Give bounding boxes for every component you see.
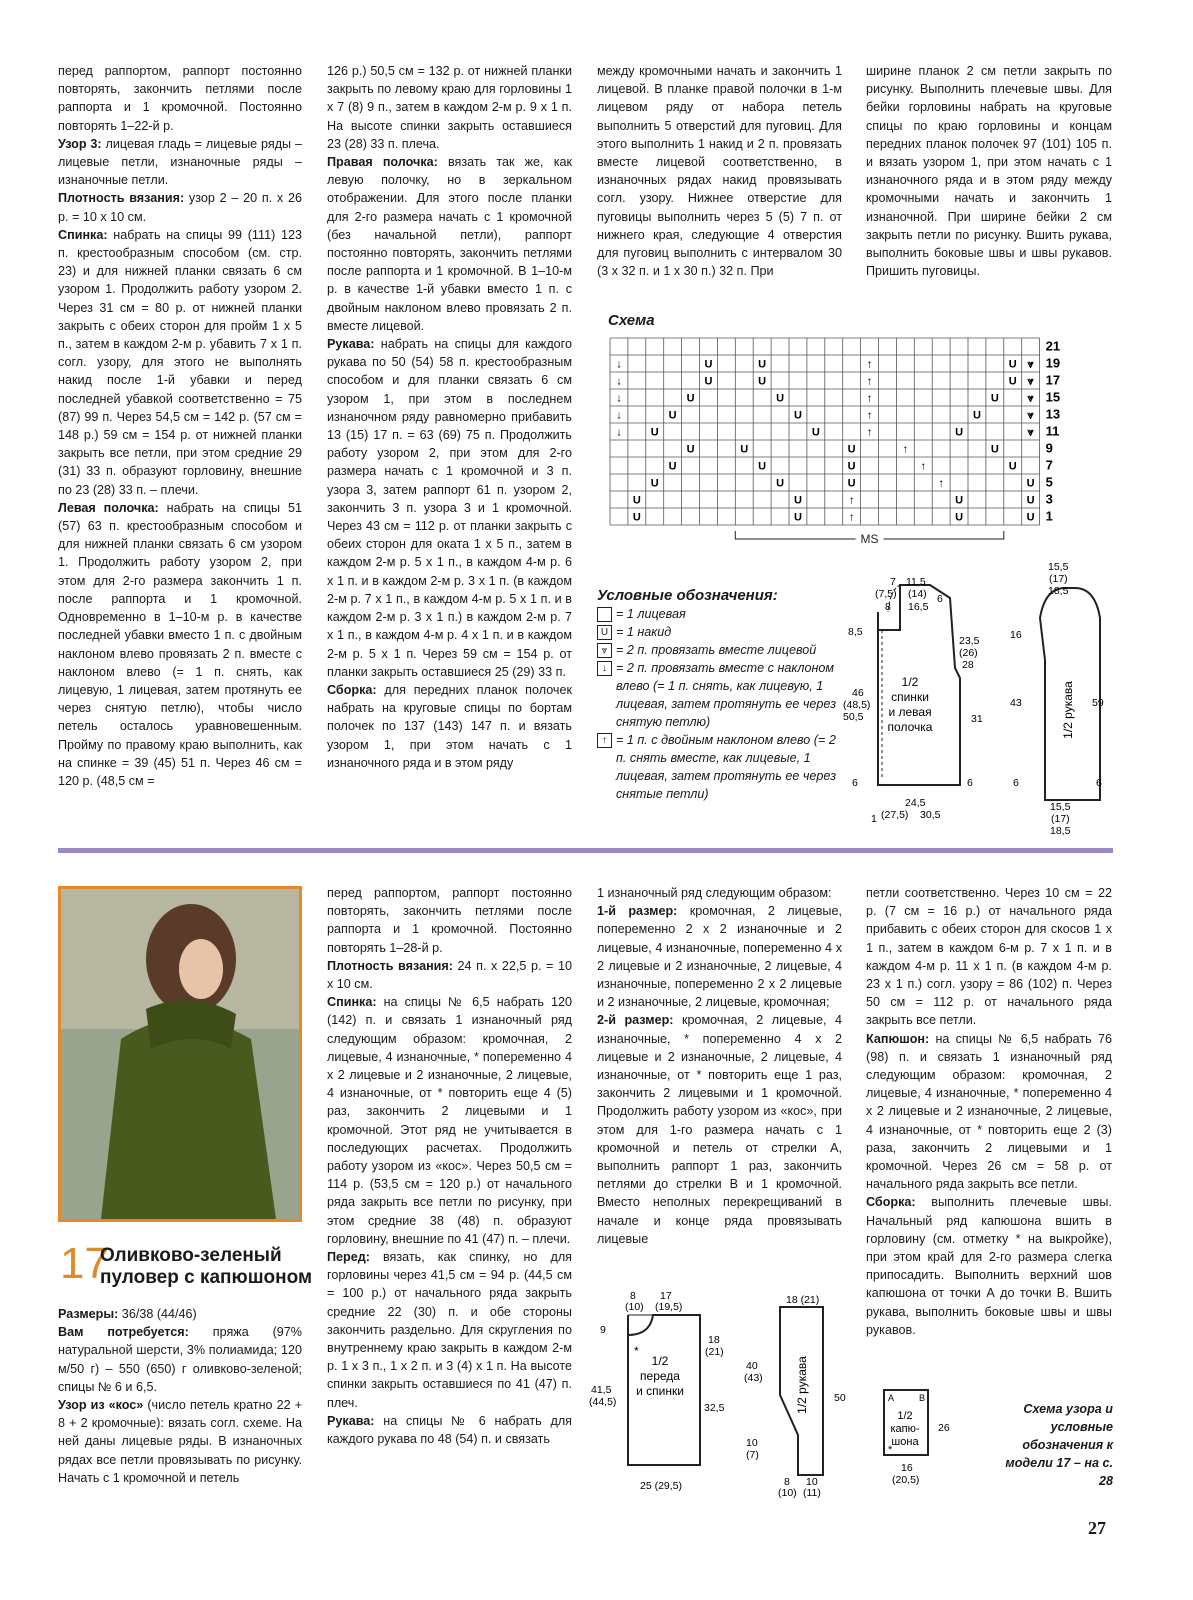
schematic-sleeve-label: 1/2 рукава	[795, 1356, 809, 1414]
knit-symbol-icon	[597, 607, 612, 622]
chart-stitch-symbol: U	[1026, 511, 1035, 524]
svg-text:6: 6	[1096, 777, 1102, 789]
top-column-1	[58, 62, 302, 790]
svg-text:15,5: 15,5	[1050, 801, 1071, 813]
svg-text:капю-: капю-	[890, 1423, 920, 1435]
paragraph-heading: Спинка:	[327, 995, 377, 1010]
paragraph: Плотность вязания: 24 п. х 22,5 р. = 10 х 10 см.	[327, 958, 572, 992]
chart-stitch-symbol: U	[955, 494, 964, 507]
knitting-chart	[600, 330, 1070, 550]
paragraph-heading: Спинка:	[58, 227, 108, 242]
svg-text:18 (21): 18 (21)	[786, 1294, 820, 1306]
chart-stitch-symbol: ↓	[616, 409, 622, 422]
chart-stitch-symbol: U	[847, 460, 856, 473]
svg-text:(48,5): (48,5)	[843, 699, 871, 711]
double-decrease-symbol-icon: ↑	[597, 733, 612, 748]
chart-row-number: 21	[1045, 338, 1061, 354]
chart-stitch-symbol: U	[758, 375, 767, 388]
legend-item: ↑ = 1 п. с двойным наклоном влево (= 2 п. снять вместе, как лицевые, 1 лицевая, затем протянуть ее через снятые петли)	[597, 731, 837, 803]
svg-text:8: 8	[630, 1290, 636, 1302]
chart-stitch-symbol: ↑	[902, 443, 909, 456]
chart-stitch-symbol: ⩔	[1027, 426, 1034, 439]
body-outline	[878, 585, 960, 785]
svg-text:7: 7	[890, 576, 896, 588]
paragraph: Узор 3: лицевая гладь = лицевые ряды – лицевые петли, изнаночные ряды – изнаночные петли.	[58, 136, 302, 188]
paragraph-heading: Правая полочка:	[327, 155, 438, 170]
paragraph: Размеры: 36/38 (44/46)	[58, 1307, 197, 1321]
chart-stitch-symbol: U	[686, 392, 695, 405]
svg-text:(17): (17)	[1051, 813, 1070, 825]
chart-stitch-symbol: U	[1008, 375, 1017, 388]
ssk-symbol-icon: ↓	[597, 661, 612, 676]
svg-text:32,5: 32,5	[704, 1402, 725, 1414]
svg-text:18,5: 18,5	[1050, 825, 1071, 837]
chart-stitch-symbol: U	[955, 511, 964, 524]
svg-text:23,5: 23,5	[959, 635, 980, 647]
paragraph: Сборка: выполнить плечевые швы. Начальный ряд капюшона вшить в горловину (см. отметку * на выкройке), при этом край для 2-го размера слегка припосадить. Выполнить верхний шов капюшона от точки А до точки В. Вшить рукава, выполнить боковые швы и швы рукавов.	[866, 1195, 1112, 1337]
legend-title: Условные обозначения:	[597, 587, 778, 604]
paragraph: 2-й размер: кромочная, 2 лицевые, 4 изнаночные, * попеременно 4 х 2 лицевые и 2 изнаночные, 2 лицевые, 4 изнаночные, от * повторить еще 1 раз, закончить 2 лицевыми и 1 кромочной. Продолжить работу узором из «кос», при этом для 1-го размера начать с 1 кромочной и петель от стрелки А, выполнить раппорт 1 раз, закончить петлями до стрелки В и 1 кромочной. Вместо неполных перекрещиваний в начале и конце ряда провязывать лицевые	[597, 1013, 842, 1246]
svg-text:26: 26	[938, 1422, 950, 1434]
top-column-4-text: ширине планок 2 см петли закрыть по рисунку. Выполнить плечевые швы. Для бейки горловины набрать на круговые спицы по краю горловины и концам передних планок полочек 97 (101) 105 п. и вязать узором 1, при этом начать с 1 изнаночного ряда и в этом ряду между кромочными начать и закончить 1 изнаночной. При ширине бейки 2 см закрыть петли по рисунку. Вшить рукава, выполнить боковые швы и швы рукавов. Пришить пуговицы.	[866, 64, 1112, 279]
chart-stitch-symbol: U	[1026, 477, 1035, 490]
svg-text:A: A	[888, 1393, 895, 1403]
chart-stitch-symbol: U	[793, 409, 802, 422]
svg-text:6: 6	[937, 593, 943, 605]
schematic-bottom	[588, 1285, 963, 1500]
svg-text:16: 16	[901, 1462, 913, 1474]
svg-text:B: B	[919, 1393, 926, 1403]
svg-text:спинки: спинки	[891, 690, 929, 704]
svg-text:(7): (7)	[746, 1449, 759, 1461]
svg-text:28: 28	[962, 659, 974, 671]
chart-stitch-symbol: U	[632, 511, 641, 524]
schematic-sleeve-label: 1/2 рукава	[1061, 681, 1075, 739]
svg-text:(17): (17)	[1049, 573, 1068, 585]
paragraph-heading: Плотность вязания:	[58, 191, 185, 206]
schematic-front-label: 1/2	[651, 1354, 669, 1368]
chart-stitch-symbol: ↑	[848, 511, 855, 524]
paragraph-heading: Рукава:	[327, 337, 375, 352]
svg-text:6: 6	[967, 777, 973, 789]
paragraph-heading: Плотность вязания:	[327, 958, 453, 973]
svg-text:15,5: 15,5	[1048, 561, 1069, 573]
svg-text:(26): (26)	[959, 647, 978, 659]
legend-item: U = 1 накид	[597, 623, 837, 641]
chart-stitch-symbol: U	[650, 426, 659, 439]
svg-text:полочка: полочка	[887, 720, 933, 734]
paragraph: Рукава: набрать на спицы для каждого рукава по 50 (54) 58 п. крестообразным способом и для планки связать 6 см узором 1, при этом в последнем изнаночном ряду равномерно прибавить 13 (15) 17 п. = 63 (69) 75 п. Продолжить работу узором 2, при этом для 2-го размера начать с 1 кромочной и 3 п. узора 3, затем раппорт 61 п. узором 2, закончить 3 п. узора 3 и 1 кромочной. Через 43 см = 112 р. от планки закрыть с обеих сторон для оката 1 х 5 п., затем в каждом 2-м р. 5 х 1 п., в каждом 4-м р. 6 х 1 п. и в каждом 2-м р. 3 х 1 п. (в каждом 2-м р. 7 х 1 п., в каждом 4-м р. 5 х 1 п. и в каждом 2-м р. 3 х 1 п.) в каждом 2-м р. 7 х 1 п., в каждом 4-м р. 4 х 1 п. и в каждом 2-м р. 5 х 1 п. Через 59 см = 154 р. от планки закрыть оставшиеся 25 (29) 33 п.	[327, 337, 572, 679]
chart-stitch-symbol: ↓	[616, 358, 622, 371]
svg-text:40: 40	[746, 1360, 758, 1372]
schematic-hood-label: 1/2	[897, 1410, 913, 1422]
chart-stitch-symbol: ↓	[616, 375, 622, 388]
chart-stitch-symbol: U	[632, 494, 641, 507]
chart-stitch-symbol: ↑	[920, 460, 926, 473]
page-number: 27	[1088, 1518, 1106, 1538]
chart-stitch-symbol: ↑	[866, 358, 873, 371]
chart-title: Схема	[608, 312, 655, 329]
k2tog-symbol-icon: ⩔	[597, 643, 612, 658]
chart-stitch-symbol: U	[847, 443, 856, 456]
svg-text:9: 9	[600, 1324, 606, 1336]
section-separator	[58, 848, 1113, 853]
bottom-column-1	[58, 1305, 302, 1487]
svg-text:(27,5): (27,5)	[881, 809, 909, 821]
chart-stitch-symbol: ↓	[616, 426, 622, 439]
svg-text:25 (29,5): 25 (29,5)	[640, 1480, 683, 1492]
svg-text:24,5: 24,5	[905, 797, 926, 809]
svg-text:16,5: 16,5	[908, 601, 929, 613]
svg-text:6: 6	[1013, 777, 1019, 789]
svg-text:30,5: 30,5	[920, 809, 941, 821]
svg-text:(7,5): (7,5)	[875, 588, 897, 600]
svg-text:1: 1	[871, 813, 877, 825]
svg-text:8: 8	[885, 601, 891, 613]
chart-stitch-symbol: U	[847, 477, 856, 490]
svg-text:8,5: 8,5	[848, 626, 863, 638]
chart-stitch-symbol: ↑	[866, 375, 873, 388]
svg-text:(44,5): (44,5)	[589, 1396, 617, 1408]
chart-stitch-symbol: U	[704, 375, 713, 388]
svg-text:(19,5): (19,5)	[655, 1301, 683, 1313]
chart-stitch-symbol: U	[793, 494, 802, 507]
pattern-reference-caption: Схема узора и условные обозначения к модели 17 – на с. 28	[1005, 1402, 1113, 1488]
chart-stitch-symbol: ↑	[848, 494, 855, 507]
paragraph: перед раппортом, раппорт постоянно повторять, закончить петлями после раппорта и 1 кромочной. Постоянно повторять 1–22-й р.	[58, 64, 302, 133]
chart-row-number: 1	[1045, 508, 1053, 524]
chart-stitch-symbol: U	[955, 426, 964, 439]
paragraph-heading: Перед:	[327, 1250, 370, 1265]
chart-stitch-symbol: U	[776, 392, 785, 405]
model-title: Оливково-зеленый пуловер с капюшоном	[100, 1245, 313, 1288]
chart-stitch-symbol: U	[990, 392, 999, 405]
svg-text:(10): (10)	[625, 1301, 644, 1313]
chart-row-number: 15	[1045, 389, 1061, 405]
top-column-2	[327, 62, 572, 772]
model-number: 17	[60, 1239, 109, 1288]
legend	[597, 587, 837, 803]
paragraph-heading: Капюшон:	[866, 1031, 930, 1046]
paragraph: Капюшон: на спицы № 6,5 набрать 76 (98) п. и связать 1 изнаночный ряд следующим образом: кромочная, 2 лицевые, 4 изнаночные, * попеременно 4 х 2 лицевые и 2 изнаночные, 2 лицевые, 4 изнаночные, от * повторить еще 2 (3) раза, закончить 2 лицевыми и 1 кромочной. Через 26 см = 58 р. от начального ряда закрыть все петли.	[866, 1031, 1112, 1192]
paragraph-heading: 1-й размер:	[597, 904, 678, 919]
svg-text:(21): (21)	[705, 1346, 724, 1358]
chart-stitch-symbol: ⩔	[1027, 392, 1034, 405]
chart-row-number: 11	[1045, 423, 1060, 439]
chart-stitch-symbol: U	[990, 443, 999, 456]
paragraph: Перед: вязать, как спинку, но для горловины через 41,5 см = 94 р. (44,5 см = 100 р.) от начального ряда закрыть средние 22 (30) п. и обе стороны закончить раздельно. Для скругления по внутреннему краю закрыть в каждом 2-м р. 1 х 3 п., 1 х 2 п. и 3 (4) х 1 п. На высоте спинки закрыть оставшиеся по 41 (47) п. плеч.	[327, 1250, 572, 1410]
chart-row-number: 13	[1045, 406, 1061, 422]
paragraph: 1-й размер: кромочная, 2 лицевые, попеременно 2 х 2 изнаночные и 2 лицевые, 4 изнаночные, попеременно 4 х 2 лицевые и 2 изнаночные, 2 лицевые, 4 изнаночные, попеременно 2 х 2 лицевые и 2 изнаночные, 2 лицевые, кромочная;	[597, 904, 842, 1010]
legend-item: = 1 лицевая	[597, 605, 837, 623]
legend-item: ↓ = 2 п. провязать вместе с наклоном влево (= 1 п. снять, как лицевую, 1 лицевая, затем протянуть ее через снятую петлю)	[597, 659, 837, 731]
paragraph: 1 изнаночный ряд следующим образом:	[597, 886, 832, 900]
chart-row-number: 3	[1045, 491, 1053, 507]
paragraph: Спинка: на спицы № 6,5 набрать 120 (142) п. и связать 1 изнаночный ряд следующим образом: кромочная, 2 лицевые, 4 изнаночные, * попеременно 4 х 2 лицевые и 2 изнаночные, 2 лицевые, 4 изнаночные, от * повторить еще 4 (5) раз, закончить 2 лицевыми и 1 кромочной. Этот ряд не учитывается в последующих расчетах. Продолжить работу узором из «кос». Через 50,5 см = 114 р. (53,5 см = 120 р.) от начального ряда закрыть все петли по рисунку, при этом средние 38 (48) п. образуют горловину, внешние по 41 (47) п. – плечи.	[327, 995, 572, 1246]
svg-text:17: 17	[660, 1290, 672, 1302]
chart-stitch-symbol: ↑	[866, 392, 873, 405]
paragraph: Вам потребуется: пряжа (97% натуральной шерсти, 3% полиамида; 120 м/50 г) – 550 (650) г оливково-зеленой; спицы № 6 и 6,5.	[58, 1325, 303, 1394]
paragraph: Плотность вязания: узор 2 – 20 п. х 26 р. = 10 х 10 см.	[58, 191, 302, 224]
model-photo-illustration	[61, 889, 299, 1219]
chart-stitch-symbol: U	[1008, 460, 1017, 473]
top-column-3	[597, 62, 842, 280]
svg-text:*: *	[888, 1444, 893, 1456]
paragraph: 126 р.) 50,5 см = 132 р. от нижней планки закрыть по левому краю для горловины 1 х 7 (8) 9 п., затем в каждом 2-м р. 9 х 1 п. На высоте спинки закрыть оставшиеся 23 (28) 33 п. плеча.	[327, 64, 572, 151]
chart-row-number: 17	[1045, 372, 1061, 388]
chart-stitch-symbol: ↑	[938, 477, 944, 490]
svg-text:10: 10	[746, 1437, 758, 1449]
svg-text:11,5: 11,5	[906, 576, 926, 588]
svg-text:50,5: 50,5	[843, 711, 864, 723]
chart-stitch-symbol: U	[650, 477, 659, 490]
chart-row-number: 19	[1045, 355, 1061, 371]
paragraph: Левая полочка: набрать на спицы 51 (57) 63 п. крестообразным способом и для нижней планки связать 6 см узором 1. Продолжить работу узором 2, при этом для 2-го размера закончить 1 п. после раппорта и 1 кромочной. Одновременно в 1–10-м р. в качестве последней убавки вместо 1 п. с двойным наклоном влево провязать 2 п. вместе с наклоном влево (= 1 п. снять, как лицевую, 1 лицевая, затем протянуть ее через снятую петлю), чтобы число петель осталось уравновешенным. Пройму по правому краю выполнить, как на спинке = 39 (45) 51 п. Через 46 см = 120 р. (48,5 см =	[58, 500, 302, 788]
paragraph: Спинка: набрать на спицы 99 (111) 123 п. крестообразным способом (см. стр. 23) и для нижней планки связать 6 см узором 1. Продолжить работу узором 2. Через 31 см = 80 р. от нижней планки закрыть с обеих сторон для пройм 1 х 5 п., затем в каждом 2-м р. убавить 7 х 1 п. согл. узору, для этого не выполнять накид после 1-й убавки и перед последней убавкой соответственно = 75 (87) 99 п. Через 54,5 см = 142 р. (57 см = 148 р.) 59 см = 154 р. от нижней планки закрыть все петли, при этом средние 29 (31) 33 п. образуют горловину, внешние по 23 (28) 33 п. – плечи.	[58, 227, 302, 497]
chart-stitch-symbol: U	[1008, 358, 1017, 371]
svg-text:(14): (14)	[908, 588, 927, 600]
chart-stitch-symbol: ↑	[866, 409, 873, 422]
yarn-over-symbol-icon: U	[597, 625, 612, 640]
svg-text:46: 46	[852, 687, 864, 699]
svg-text:8: 8	[784, 1476, 790, 1488]
chart-row-number: 7	[1045, 457, 1053, 473]
chart-stitch-symbol: ⩔	[1027, 358, 1034, 371]
chart-stitch-symbol: ↑	[866, 426, 873, 439]
chart-stitch-symbol: ↓	[616, 392, 622, 405]
svg-text:и левая: и левая	[888, 705, 932, 719]
chart-stitch-symbol: U	[668, 460, 677, 473]
svg-text:18: 18	[708, 1334, 720, 1346]
svg-text:(11): (11)	[803, 1487, 821, 1499]
chart-row-number: 9	[1045, 440, 1053, 456]
svg-text:41,5: 41,5	[591, 1384, 612, 1396]
svg-text:59: 59	[1092, 697, 1104, 709]
svg-text:6: 6	[852, 777, 858, 789]
paragraph: перед раппортом, раппорт постоянно повторять, закончить петлями после раппорта и 1 кромочной. Постоянно повторять 1–28-й р.	[327, 886, 572, 955]
model-photo	[58, 886, 302, 1222]
svg-text:(20,5): (20,5)	[892, 1474, 920, 1486]
chart-stitch-symbol: ⩔	[1027, 375, 1034, 388]
chart-stitch-symbol: U	[758, 460, 767, 473]
paragraph-heading: Вам потребуется:	[58, 1325, 189, 1340]
svg-text:(10): (10)	[778, 1487, 797, 1499]
chart-stitch-symbol: U	[740, 443, 749, 456]
schematic-body-label: 1/2	[901, 675, 919, 689]
svg-text:и спинки: и спинки	[636, 1384, 684, 1398]
bottom-column-4	[866, 884, 1112, 1339]
bottom-column-2	[327, 884, 572, 1448]
paragraph-heading: Левая полочка:	[58, 500, 159, 515]
paragraph: Рукава: на спицы № 6 набрать для каждого рукава по 48 (54) п. и связать	[327, 1413, 572, 1447]
paragraph: Узор из «кос» (число петель кратно 22 + 8 + 2 кромочные): вязать согл. схеме. На ней даны лицевые ряды. В изнаночных рядах все петли провязывать по рисунку. Начать с 1 кромочной и петель	[58, 1398, 302, 1485]
chart-stitch-symbol: U	[793, 511, 802, 524]
paragraph-heading: 2-й размер:	[597, 1013, 674, 1028]
paragraph-heading: Сборка:	[866, 1195, 916, 1210]
chart-stitch-symbol: U	[972, 409, 981, 422]
paragraph-heading: Узор 3:	[58, 136, 102, 151]
chart-stitch-symbol: U	[686, 443, 695, 456]
paragraph: петли соответственно. Через 10 см = 22 р. (7 см = 16 р.) от начального ряда прибавить с обеих сторон для скосов 1 х 1 п., затем в каждом 6-м р. 7 х 1 п. и в каждом 4-м р. 11 х 1 п. (в каждом 4-м р. 23 х 1 п.) согл. узору = 86 (102) п. Через 50 см = 112 р. от начального ряда закрыть все петли.	[866, 886, 1112, 1028]
svg-text:(43): (43)	[744, 1372, 763, 1384]
top-column-4	[866, 62, 1112, 280]
top-column-3-text: между кромочными начать и закончить 1 лицевой. В планке правой полочки в 1-м лицевом ряду от набора петель выполнить 5 отверстий для пуговиц. Для этого выполнить 1 накид и 2 п. провязать вместе лицевой соответственно, в изнаночных рядах накид провязывать согл. узору. Нижнее отверстие для пуговицы выполнить через 5 (5) 7 п. от нижнего края, следующие 4 отверстия для пуговиц выполнить с интервалом 30 (3 х 32 п. и 1 х 30 п.) 32 п. При	[597, 64, 842, 279]
chart-stitch-symbol: U	[704, 358, 713, 371]
chart-stitch-symbol: U	[668, 409, 677, 422]
svg-text:переда: переда	[640, 1369, 680, 1383]
paragraph: Правая полочка: вязать так же, как левую полочку, но в зеркальном отображении. Для этого после планки для 2-го размера начать с 1 кромочной (без начальной петли), раппорт постоянно повторять, закончить петлями после раппорта и 1 кромочной. В 1–10-м р. в качестве 1-й убавки вместо 1 п. с двойным наклоном влево провязать 2 п. вместе лицевой.	[327, 155, 572, 333]
paragraph-heading: Сборка:	[327, 682, 377, 697]
chart-stitch-symbol: U	[758, 358, 767, 371]
legend-item: ⩔ = 2 п. провязать вместе лицевой	[597, 641, 837, 659]
svg-text:10: 10	[806, 1476, 818, 1488]
chart-repeat-label: MS	[860, 532, 879, 546]
paragraph: Сборка: для передних планок полочек набрать на круговые спицы по бортам полочек по 137 (143) 147 п. и вязать узором 1, при этом начать с 1 изнаночного ряда и в этом ряду	[327, 682, 572, 770]
schematic-top	[840, 560, 1115, 845]
chart-stitch-symbol: U	[1026, 494, 1035, 507]
chart-stitch-symbol: U	[811, 426, 820, 439]
svg-text:16: 16	[1010, 629, 1022, 641]
svg-text:50: 50	[834, 1392, 846, 1404]
bottom-column-3	[597, 884, 842, 1248]
chart-stitch-symbol: U	[776, 477, 785, 490]
svg-text:31: 31	[971, 713, 983, 725]
svg-text:43: 43	[1010, 697, 1022, 709]
paragraph-heading: Размеры:	[58, 1307, 119, 1321]
paragraph-heading: Узор из «кос»	[58, 1398, 144, 1413]
chart-row-number: 5	[1045, 474, 1053, 490]
svg-text:шона: шона	[891, 1436, 919, 1448]
paragraph-heading: Рукава:	[327, 1413, 375, 1428]
svg-text:18,5: 18,5	[1048, 585, 1069, 597]
chart-stitch-symbol: ⩔	[1027, 409, 1034, 422]
svg-text:*: *	[634, 1344, 639, 1358]
